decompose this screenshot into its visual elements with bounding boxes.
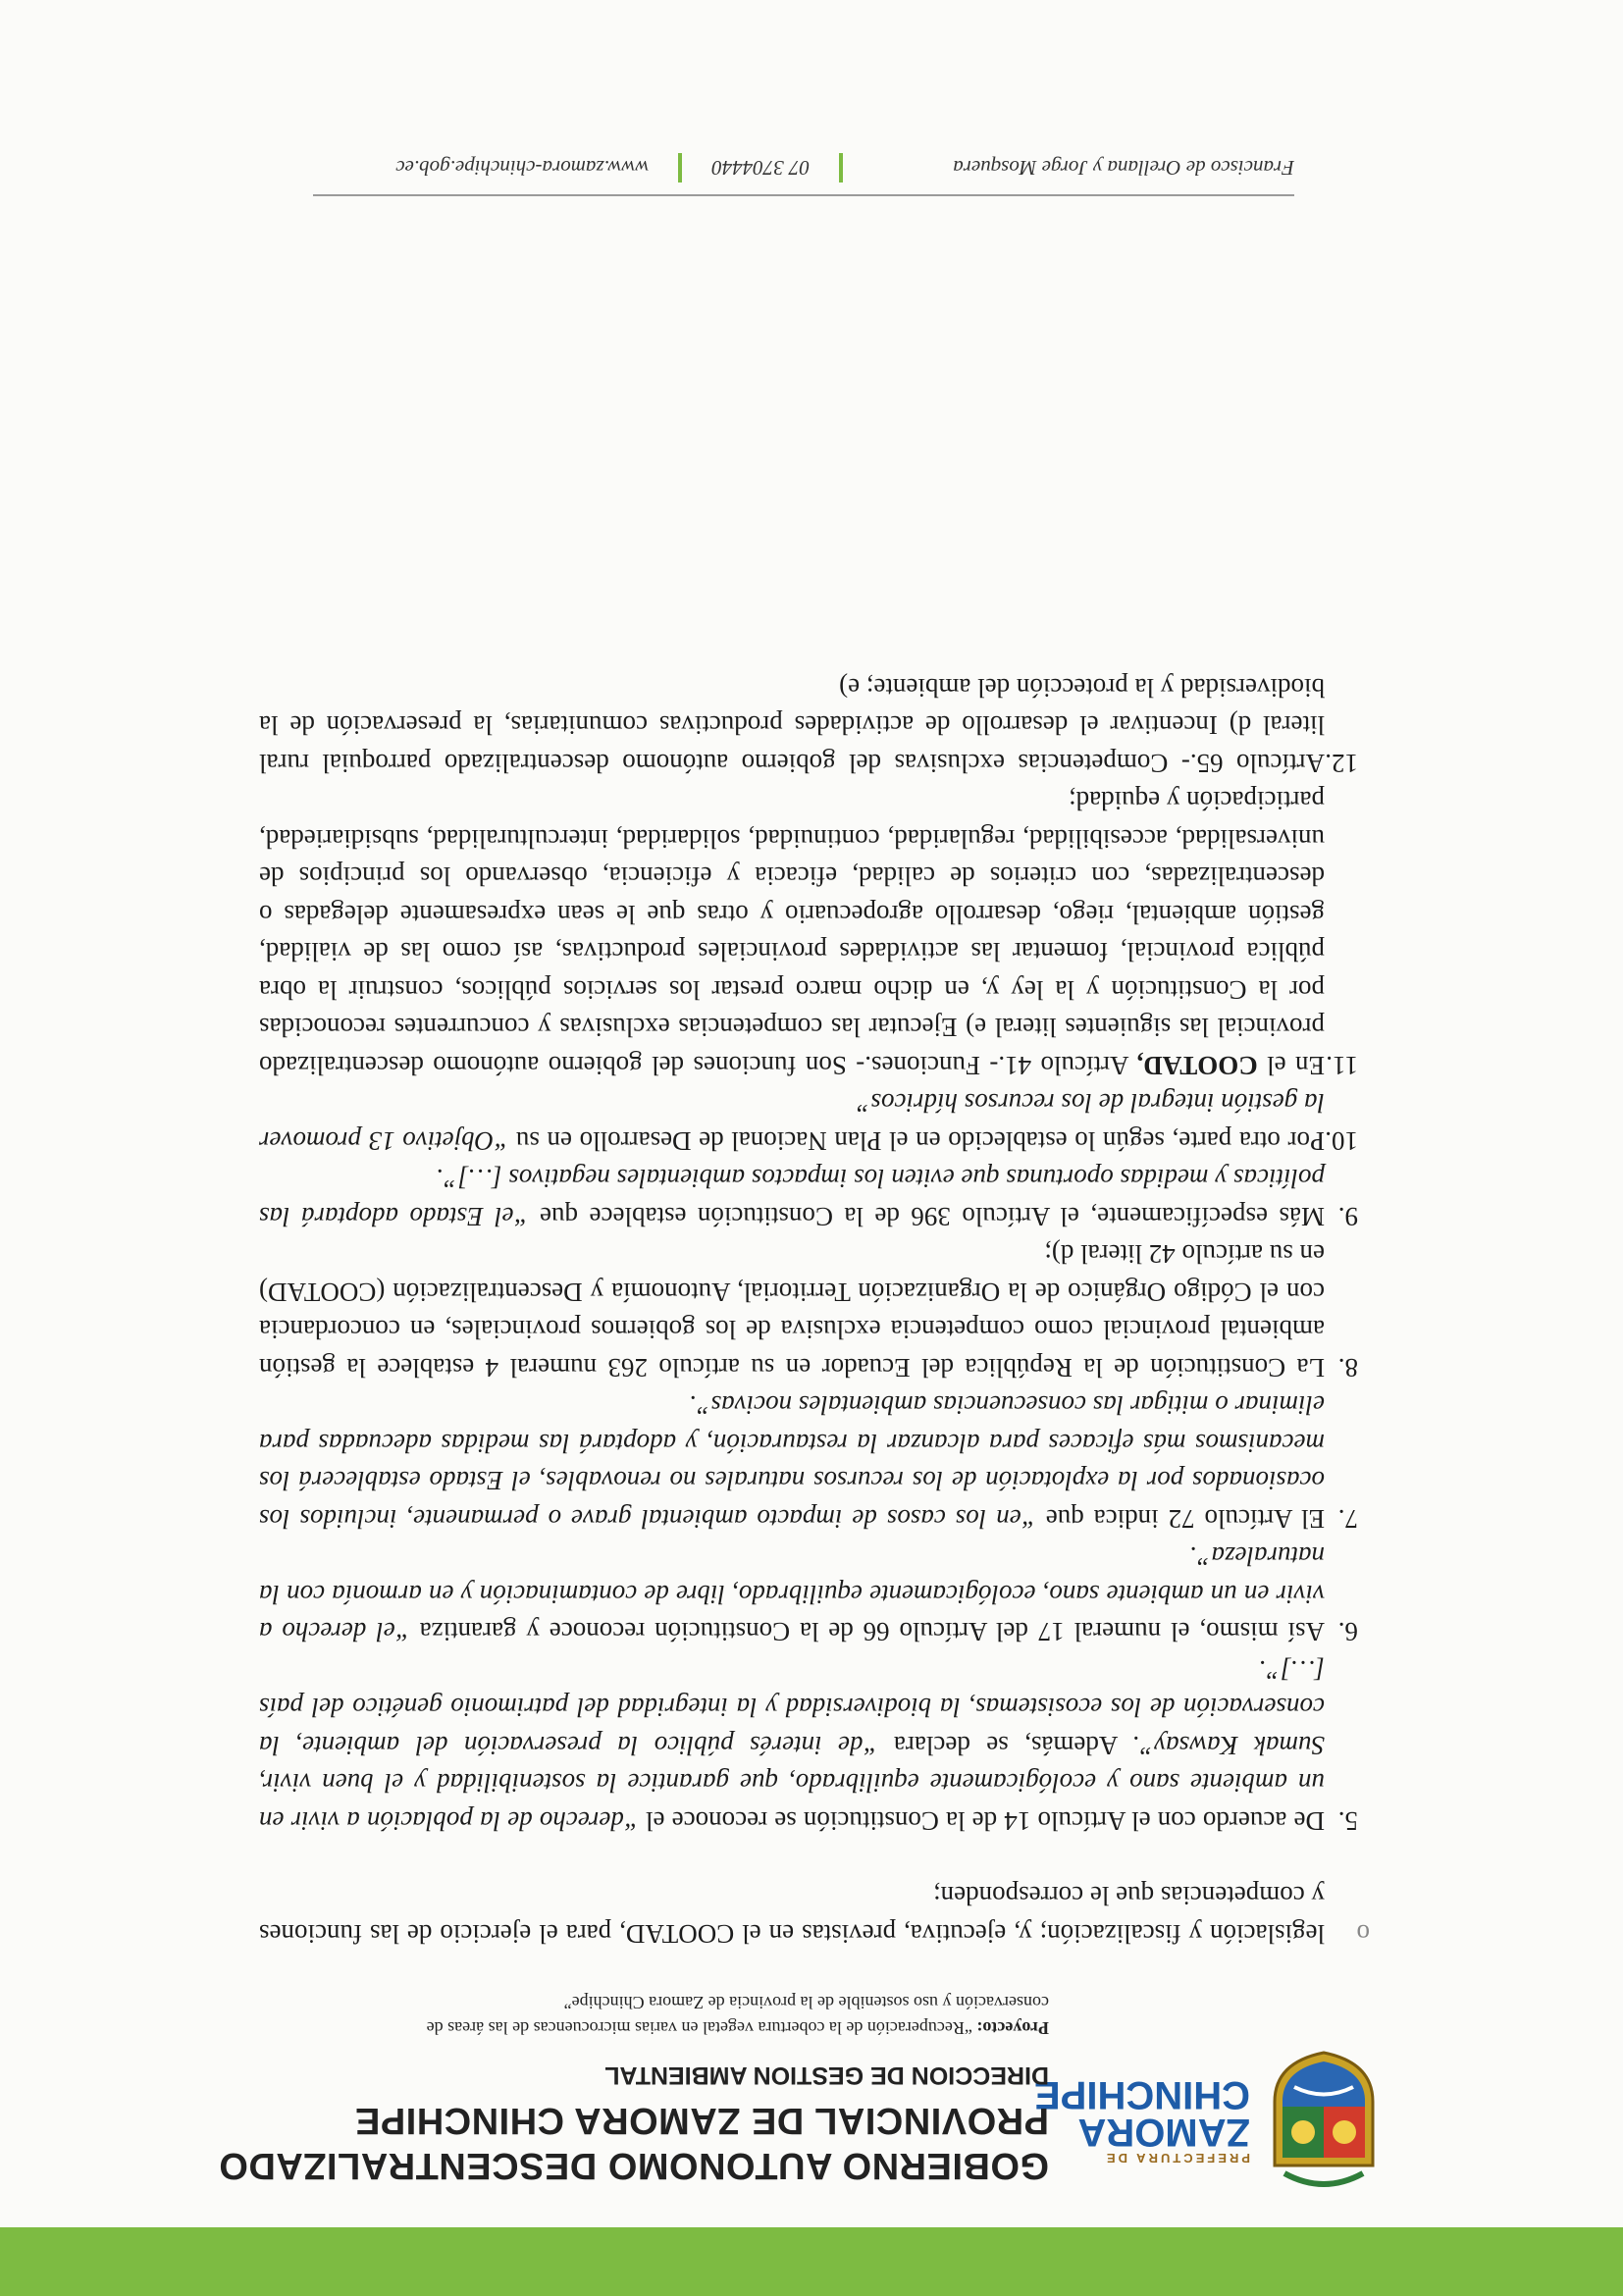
- project-text: “Recuperación de la cobertura vegetal en varias microcuencas de las áreas de conservación y uso sostenible de la provincia de Zamora Chinchipe”: [426, 1993, 1049, 2038]
- project-title: [342, 1990, 1049, 2041]
- header-green-bar: [0, 2227, 1623, 2296]
- institution-block: [218, 2059, 1049, 2188]
- letterhead: [68, 1994, 1383, 2210]
- item-number: 11.: [1326, 1051, 1358, 1080]
- footer: [313, 151, 1294, 184]
- footer-separator: [839, 153, 843, 183]
- paragraph-7: 7. El Artículo 72 indica que “en los casos de impacto ambiental grave o permanente, incluidos los ocasionados por la explotación de los recursos naturales no renovables, el Estado establecerá los mecanismos más eficaces para alcanzar la restauración, y adoptará las medidas adecuadas para eliminar o mitigar las consecuencias ambientales nocivas”.: [259, 1386, 1358, 1538]
- institution-line-2: PROVINCIAL DE ZAMORA CHINCHIPE: [354, 2100, 1049, 2141]
- paragraph-10: 10. Por otra parte, según lo establecido en el Plan Nacional de Desarrollo en su “Objetivo 13 promover la gestión integral de los recursos hídricos”: [259, 1084, 1358, 1160]
- item-number: 6.: [1337, 1617, 1358, 1647]
- paragraph-6: 6. Así mismo, el numeral 17 del Artículo 66 de la Constitución reconoce y garantiza “el derecho a vivir en un ambiente sano, ecológicamente equilibrado, libre de contaminación y en armonía con la naturaleza”.: [259, 1538, 1358, 1651]
- footer-address: Francisco de Orellana y Jorge Mosquera: [953, 156, 1294, 181]
- institution-line-1: GOBIERNO AUTONOMO DESCENTRALIZADO: [218, 2145, 1049, 2186]
- paragraph-intro: o legislación y fiscalización; y, ejecutiva, previstas en el COOTAD, para el ejercicio de las funciones y competencias que le corresponden;: [259, 1877, 1358, 1953]
- item-number: 10.: [1325, 1126, 1358, 1156]
- brand-line-2: CHINCHIPE: [1033, 2073, 1250, 2116]
- paragraph-11: 11. En el COOTAD, Artículo 41.- Funciones.- Son funciones del gobierno autónomo descentralizado provincial las siguientes literal e) Ejecutar las competencias exclusivas y concurrentes reconocidas por la Constitución y la ley y, en dicho marco prestar los servicios públicos, construir la obra pública provincial, fomentar las actividades provinciales productivas, así como las de vialidad, gestión ambiental, riego, desarrollo agropecuario y otras que le sean expresamente delegadas o descentralizadas, con criterios de calidad, eficacia y eficiencia, observando los principios de universalidad, accesibilidad, regularidad, continuidad, solidaridad, interculturalidad, subsidiariedad, participación y equidad;: [259, 782, 1358, 1084]
- footer-separator: [678, 153, 682, 183]
- footer-phone: 07 3704440: [711, 156, 810, 181]
- project-label: Proyecto:: [976, 2018, 1049, 2038]
- item-number: 12.: [1325, 749, 1358, 778]
- paragraph-9: 9. Más específicamente, el Artículo 396 de la Constitución establece que “el Estado adoptará las políticas y medidas oportunas que eviten los impactos ambientales negativos […]”.: [259, 1160, 1358, 1235]
- item-number: 5.: [1337, 1806, 1358, 1836]
- footer-divider: [313, 194, 1294, 196]
- brand-prefix: PREFECTURA DE: [1103, 2151, 1250, 2166]
- item-number: 9.: [1337, 1202, 1358, 1231]
- department-name: DIRECCION DE GESTION AMBIENTAL: [604, 2061, 1049, 2089]
- footer-website[interactable]: www.zamora-chinchipe.gob.ec: [395, 156, 650, 181]
- document-body: [258, 669, 1370, 1954]
- item-number: 7.: [1337, 1504, 1358, 1534]
- paragraph-12: 12. Artículo 65.- Competencias exclusivas del gobierno autónomo descentralizado parroquial rural literal d) Incentivar el desarrollo de actividades productivas comunitarias, la preservación de la biodiversidad y la protección del ambiente; e): [259, 669, 1358, 783]
- bullet-icon: o: [1356, 1919, 1370, 1949]
- provincial-crest-icon: [1265, 2048, 1383, 2195]
- item-number: 8.: [1337, 1353, 1358, 1383]
- paragraph-8: 8. La Constitución de la República del Ecuador en su artículo 263 numeral 4 establece la gestión ambiental provincial como competencia exclusiva de los gobiernos provinciales, en concordancia con el Código Orgánico de la Organización Territorial, Autonomía y Descentralización (COOTAD) en su artículo 42 literal d);: [259, 1235, 1358, 1386]
- brand-line-1: ZAMORA: [1077, 2111, 1250, 2154]
- paragraph-5: 5. De acuerdo con el Artículo 14 de la Constitución se reconoce el “derecho de la población a vivir en un ambiente sano y ecológicamente equilibrado, que garantice la sostenibilidad y el buen vivir, Sumak Kawsay”. Además, se declara “de interés público la preservación del ambiente, la conservación de los ecosistemas, la biodiversidad y la integridad del patrimonio genético del país […]”.: [259, 1651, 1358, 1841]
- prefectura-logo: [1033, 2073, 1250, 2166]
